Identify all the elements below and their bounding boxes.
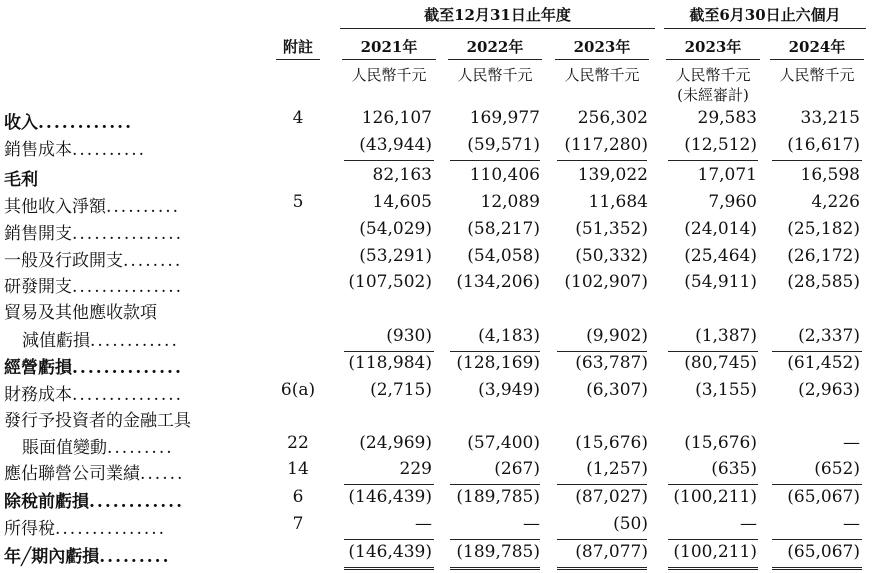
row-label-text: 毛利 [4,170,38,190]
value-cell: — [843,433,860,453]
value-cell: 126,107 [361,108,432,128]
column-year-3: 2023年 [684,38,742,56]
row-note-ref: 6 [292,487,304,507]
value-cell: (134,206) [456,272,540,292]
subtotal-rule [772,351,862,352]
row-label [22,433,174,458]
row-note-ref: 5 [292,192,304,212]
column-unit-2: 人民幣千元 [564,66,640,84]
value-cell: 110,406 [469,165,540,185]
value-cell: (59,571) [467,135,540,155]
value-cell: (100,211) [673,487,757,507]
row-label-text: 財務成本 [4,385,72,405]
row-label [4,135,146,160]
subtotal-rule [557,160,647,161]
value-cell: 17,071 [697,165,757,185]
row-label-text: 減值虧損 [22,331,90,351]
row-label [22,326,179,351]
value-cell: (118,984) [348,353,432,373]
subtotal-rule [772,160,862,161]
row-label-text: 發行予投資者的金融工具 [4,411,191,431]
value-cell: 82,163 [372,165,432,185]
row-leader-dots: ............ [89,492,185,512]
column-year-4: 2024年 [788,38,846,56]
value-cell: 256,302 [577,108,648,128]
value-cell: (15,676) [684,433,757,453]
value-cell: (2,337) [798,326,860,346]
total-double-rule [772,567,862,570]
value-cell: (3,155) [695,380,757,400]
row-label-text: 貿易及其他應收款項 [4,303,157,323]
column-year-rule-2 [555,59,649,60]
value-cell: (3,949) [478,380,540,400]
value-cell: (117,280) [564,135,648,155]
row-leader-dots: ............... [72,277,184,297]
value-cell: (57,400) [467,433,540,453]
column-unit-1: 人民幣千元 [457,66,533,84]
value-cell: — [740,514,757,534]
total-double-rule [450,567,540,570]
subtotal-rule [450,351,540,352]
subtotal-rule [450,484,540,485]
value-cell: (4,183) [478,326,540,346]
subtotal-rule [450,160,540,161]
value-cell: (25,464) [684,246,757,266]
row-label [4,542,171,567]
row-label [4,514,166,539]
value-cell: 14,605 [372,192,432,212]
value-cell: (267) [494,459,540,479]
value-cell: 169,977 [469,108,540,128]
subtotal-rule [668,539,758,540]
row-label-text: 其他收入淨額 [4,197,106,217]
row-leader-dots: .......... [106,197,181,217]
subtotal-rule [557,539,647,540]
value-cell: (635) [711,459,757,479]
value-cell: (53,291) [359,246,432,266]
row-label [4,192,180,217]
total-double-rule [668,567,758,570]
value-cell: (28,585) [787,272,860,292]
row-label-text: 賬面值變動 [22,438,107,458]
subtotal-rule [557,351,647,352]
value-cell: (43,944) [359,135,432,155]
row-label [4,246,182,271]
row-label-text: 銷售開支 [4,224,72,244]
row-leader-dots: ........ [123,251,183,271]
value-cell: (15,676) [575,433,648,453]
value-cell: 229 [399,459,432,479]
value-cell: (1,387) [695,326,757,346]
subtotal-rule [772,539,862,540]
subtotal-rule [344,539,434,540]
value-cell: (652) [814,459,860,479]
row-leader-dots: ......... [107,438,174,458]
value-cell: (63,787) [575,353,648,373]
value-cell: 11,684 [588,192,648,212]
value-cell: 139,022 [577,165,648,185]
value-cell: (87,027) [575,487,648,507]
row-label [4,219,183,244]
value-cell: 29,583 [697,108,757,128]
value-cell: (65,067) [787,542,860,562]
subtotal-rule [668,351,758,352]
group-rule-year [340,28,655,29]
row-label-text: 所得稅 [4,519,55,539]
value-cell: (87,077) [575,542,648,562]
row-label-text: 年╱期內虧損 [4,547,100,567]
value-cell: 12,089 [480,192,540,212]
row-label-text: 應佔聯營公司業績 [4,464,140,484]
column-year-rule-1 [448,59,542,60]
row-leader-dots: ......... [99,547,171,567]
row-label-text: 收入 [4,113,38,133]
row-leader-dots: ............ [38,113,134,133]
row-label [4,459,184,484]
row-leader-dots: ............ [90,331,179,351]
value-cell: (9,902) [586,326,648,346]
row-label [4,353,183,378]
column-year-0: 2021年 [360,38,418,56]
subtotal-rule [344,351,434,352]
column-unit-0: 人民幣千元 [351,66,427,84]
value-cell: (24,014) [684,219,757,239]
row-leader-dots: ...... [140,464,185,484]
value-cell: — [415,514,432,534]
value-cell: (54,058) [467,246,540,266]
value-cell: (146,439) [348,542,432,562]
value-cell: (58,217) [467,219,540,239]
row-label-text: 經營虧損 [4,358,72,378]
row-leader-dots: .......... [72,140,147,160]
row-leader-dots: ............... [55,519,167,539]
total-double-rule [557,567,647,570]
column-year-2: 2023年 [573,38,631,56]
row-leader-dots: ............... [72,385,184,405]
column-unit-3: 人民幣千元 [675,66,751,84]
subtotal-rule [772,484,862,485]
value-cell: (61,452) [787,353,860,373]
row-note-ref: 4 [292,108,304,128]
row-label [4,487,184,512]
column-unit-4: 人民幣千元 [779,66,855,84]
value-cell: (16,617) [787,135,860,155]
value-cell: (26,172) [787,246,860,266]
value-cell: (189,785) [456,487,540,507]
value-cell: (12,512) [684,135,757,155]
group-header-six-months: 截至6月30日止六個月 [689,6,841,24]
row-label-text: 銷售成本 [4,140,72,160]
value-cell: (2,963) [798,380,860,400]
subtotal-rule [344,484,434,485]
row-label-text: 研發開支 [4,277,72,297]
value-cell: (189,785) [456,542,540,562]
row-note-ref: 22 [287,433,309,453]
row-label-text: 一般及行政開支 [4,251,123,271]
value-cell: (80,745) [684,353,757,373]
row-label [4,406,191,431]
value-cell: 16,598 [800,165,860,185]
row-note-ref: 7 [292,514,304,534]
value-cell: (54,029) [359,219,432,239]
row-label [4,165,38,190]
row-label [4,272,183,297]
column-year-rule-4 [770,59,864,60]
value-cell: (54,911) [684,272,757,292]
value-cell: — [523,514,540,534]
value-cell: (51,352) [575,219,648,239]
row-label [4,108,133,133]
value-cell: 33,215 [800,108,860,128]
row-note-ref: 6(a) [280,380,316,400]
subtotal-rule [668,160,758,161]
value-cell: — [843,514,860,534]
value-cell: (50) [613,514,648,534]
value-cell: (128,169) [456,353,540,373]
subtotal-rule [668,484,758,485]
subtotal-rule [450,539,540,540]
column-year-rule-0 [342,59,436,60]
value-cell: (65,067) [787,487,860,507]
subtotal-rule [344,160,434,161]
value-cell: (50,332) [575,246,648,266]
row-leader-dots: ............... [72,224,184,244]
note-header-rule [276,59,320,60]
total-double-rule [344,567,434,570]
value-cell: (107,502) [348,272,432,292]
value-cell: (24,969) [359,433,432,453]
value-cell: (100,211) [673,542,757,562]
column-year-1: 2022年 [466,38,524,56]
row-label [4,380,183,405]
row-label [4,298,157,323]
row-note-ref: 14 [287,459,309,479]
value-cell: 4,226 [811,192,860,212]
value-cell: (930) [386,326,432,346]
row-label-text: 除稅前虧損 [4,492,89,512]
value-cell: (25,182) [787,219,860,239]
column-unaudited-3: (未經審計) [677,86,749,104]
column-year-rule-3 [666,59,760,60]
value-cell: (146,439) [348,487,432,507]
value-cell: 7,960 [708,192,757,212]
value-cell: (2,715) [370,380,432,400]
value-cell: (1,257) [586,459,648,479]
row-leader-dots: .............. [72,358,183,378]
subtotal-rule [557,484,647,485]
group-header-year-ended: 截至12月31日止年度 [424,6,571,24]
value-cell: (6,307) [586,380,648,400]
value-cell: (102,907) [564,272,648,292]
group-rule-half [664,28,866,29]
note-column-header: 附註 [282,38,313,56]
